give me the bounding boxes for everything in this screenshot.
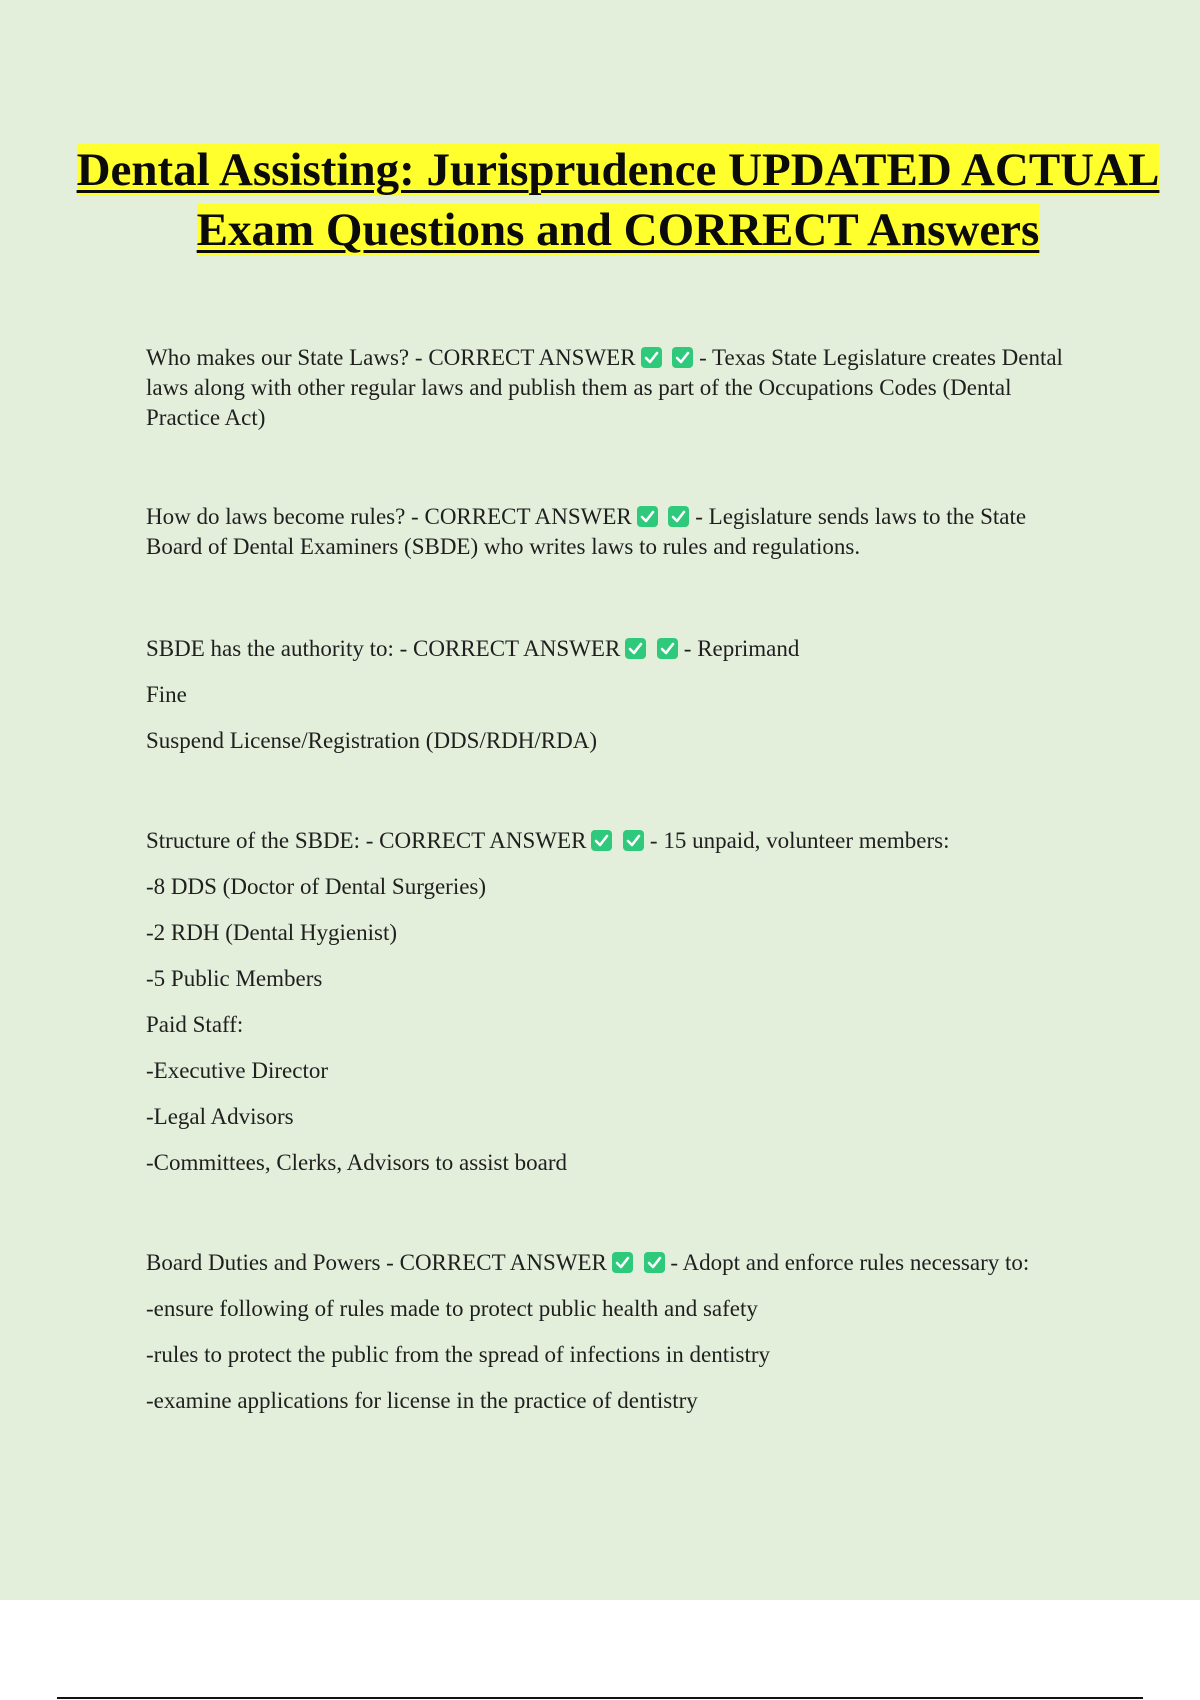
answer-text: - Texas State Legislature creates Dental laws along with other regular laws and publish them as part of the Occupations Codes (Dental Practice Act) xyxy=(146,345,1063,430)
question-text: Structure of the SBDE: - xyxy=(146,828,374,853)
answer-line: Fine xyxy=(146,682,187,707)
answer-line: Suspend License/Registration (DDS/RDH/RDA) xyxy=(146,728,598,753)
footer-divider xyxy=(57,1697,1143,1699)
check-icon xyxy=(644,1252,665,1273)
question-text: Board Duties and Powers - xyxy=(146,1250,394,1275)
qa-item xyxy=(146,634,1086,664)
answer-marker: CORRECT ANSWER xyxy=(428,345,636,370)
question-text: SBDE has the authority to: - xyxy=(146,636,408,661)
answer-marker: CORRECT ANSWER xyxy=(413,636,621,661)
check-icon xyxy=(668,506,689,527)
check-icon xyxy=(641,347,662,368)
document-title xyxy=(60,140,1176,260)
answer-marker: CORRECT ANSWER xyxy=(379,828,587,853)
answer-text: - Legislature sends laws to the State Board of Dental Examiners (SBDE) who writes laws to rules and regulations. xyxy=(146,504,1027,559)
answer-text: - Adopt and enforce rules necessary to: xyxy=(670,1250,1030,1275)
check-icon xyxy=(637,506,658,527)
qa-item xyxy=(146,826,1086,856)
check-icon xyxy=(625,638,646,659)
answer-text: - 15 unpaid, volunteer members: xyxy=(649,828,950,853)
answer-marker: CORRECT ANSWER xyxy=(399,1250,607,1275)
answer-line: -8 DDS (Doctor of Dental Surgeries) xyxy=(146,874,487,899)
answer-line: -Executive Director xyxy=(146,1058,328,1083)
answer-line: -rules to protect the public from the spread of infections in dentistry xyxy=(146,1342,771,1367)
answer-line: -5 Public Members xyxy=(146,966,323,991)
answer-line: -2 RDH (Dental Hygienist) xyxy=(146,920,398,945)
qa-item xyxy=(146,1248,1086,1278)
qa-item xyxy=(146,502,1086,562)
document-title-text: Dental Assisting: Jurisprudence UPDATED ACTUAL Exam Questions and CORRECT Answers xyxy=(76,144,1160,256)
question-text: How do laws become rules? - xyxy=(146,504,419,529)
answer-line: -Committees, Clerks, Advisors to assist board xyxy=(146,1150,568,1175)
answer-line: -ensure following of rules made to protect public health and safety xyxy=(146,1296,758,1321)
qa-list xyxy=(146,343,1086,1416)
answer-line: Paid Staff: xyxy=(146,1012,244,1037)
check-icon xyxy=(657,638,678,659)
check-icon xyxy=(672,347,693,368)
check-icon xyxy=(623,830,644,851)
answer-marker: CORRECT ANSWER xyxy=(424,504,632,529)
answer-text: - Reprimand xyxy=(683,636,800,661)
check-icon xyxy=(612,1252,633,1273)
answer-line: -Legal Advisors xyxy=(146,1104,294,1129)
qa-item xyxy=(146,343,1086,433)
question-text: Who makes our State Laws? - xyxy=(146,345,423,370)
answer-line: -examine applications for license in the practice of dentistry xyxy=(146,1388,698,1413)
check-icon xyxy=(591,830,612,851)
